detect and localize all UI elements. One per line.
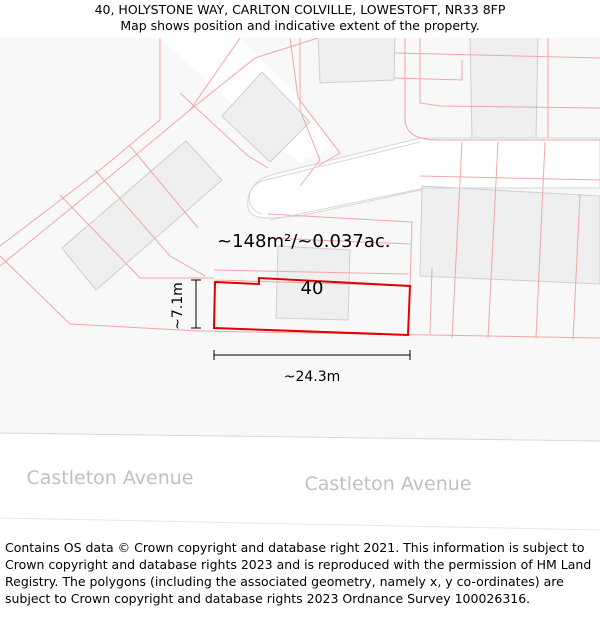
- building: [470, 38, 538, 138]
- street-name-label: Castleton Avenue: [304, 473, 472, 495]
- area-label: ~148m²/~0.037ac.: [217, 231, 391, 252]
- parcel-line: [430, 268, 432, 334]
- building: [62, 141, 222, 290]
- street-name-label: Castleton Avenue: [26, 467, 194, 489]
- copyright-footer: [0, 535, 600, 625]
- property-map[interactable]: [0, 38, 600, 535]
- map-subtitle: Map shows position and indicative extent of the property.: [120, 18, 480, 33]
- copyright-text: Contains OS data © Crown copyright and database right 2021. This information is subject to Crown copyright and database rights 2023 and is reproduced with the permission of HM Land Registry. The polygons (including the associated geometry, namely x, y co-ordinates) are subject to Crown copyright and database rights 2023 Ordnance Survey 100026316.: [5, 540, 592, 606]
- building: [420, 186, 600, 284]
- map-header: [0, 0, 600, 38]
- map-canvas: [0, 38, 600, 535]
- building: [318, 38, 395, 83]
- plot-number-label: 40: [300, 278, 324, 299]
- width-dimension-label: ~24.3m: [283, 369, 341, 385]
- height-dimension-label: ~7.1m: [170, 282, 186, 330]
- property-address: 40, HOLYSTONE WAY, CARLTON COLVILLE, LOWESTOFT, NR33 8FP: [94, 2, 506, 17]
